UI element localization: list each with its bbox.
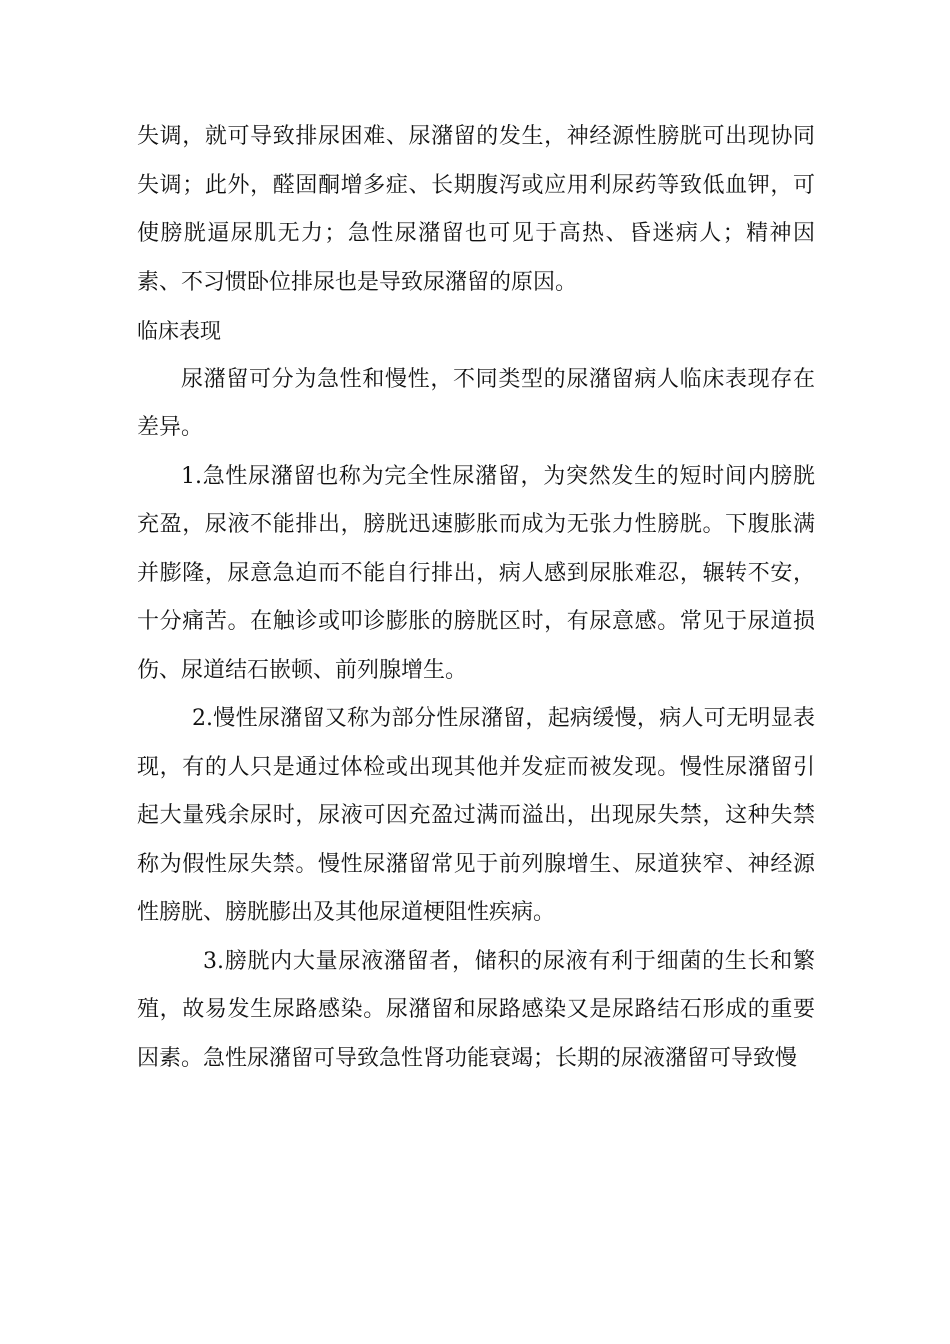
section-heading: 临床表现 xyxy=(137,319,221,343)
paragraph-complications: 3.膀胱内大量尿液潴留者，储积的尿液有利于细菌的生长和繁殖，故易发生尿路感染。尿潴留和尿路感染又是尿路结石形成的重要因素。急性尿潴留可导致急性肾功能衰竭；长期的尿液潴留可导致慢 xyxy=(137,948,815,1071)
paragraph-continuation: 失调，就可导致排尿困难、尿潴留的发生，神经源性膀胱可出现协同失调；此外，醛固酮增多症、长期腹泻或应用利尿药等致低血钾，可使膀胱逼尿肌无力；急性尿潴留也可见于高热、昏迷病人；精神因素、不习惯卧位排尿也是导致尿潴留的原因。 xyxy=(137,124,815,295)
paragraph-chronic: 2.慢性尿潴留又称为部分性尿潴留，起病缓慢，病人可无明显表现，有的人只是通过体检或出现其他并发症而被发现。慢性尿潴留引起大量残余尿时，尿液可因充盈过满而溢出，出现尿失禁，这种失禁称为假性尿失禁。慢性尿潴留常见于前列腺增生、尿道狭窄、神经源性膀胱、膀胱膨出及其他尿道梗阻性疾病。 xyxy=(137,706,815,925)
paragraph-overview: 尿潴留可分为急性和慢性，不同类型的尿潴留病人临床表现存在差异。 xyxy=(137,366,815,440)
document-body xyxy=(137,113,815,1083)
paragraph-acute: 1.急性尿潴留也称为完全性尿潴留，为突然发生的短时间内膀胱充盈，尿液不能排出，膀胱迅速膨胀而成为无张力性膀胱。下腹胀满并膨隆，尿意急迫而不能自行排出，病人感到尿胀难忍，辗转不安，十分痛苦。在触诊或叩诊膨胀的膀胱区时，有尿意感。常见于尿道损伤、尿道结石嵌顿、前列腺增生。 xyxy=(137,463,815,683)
